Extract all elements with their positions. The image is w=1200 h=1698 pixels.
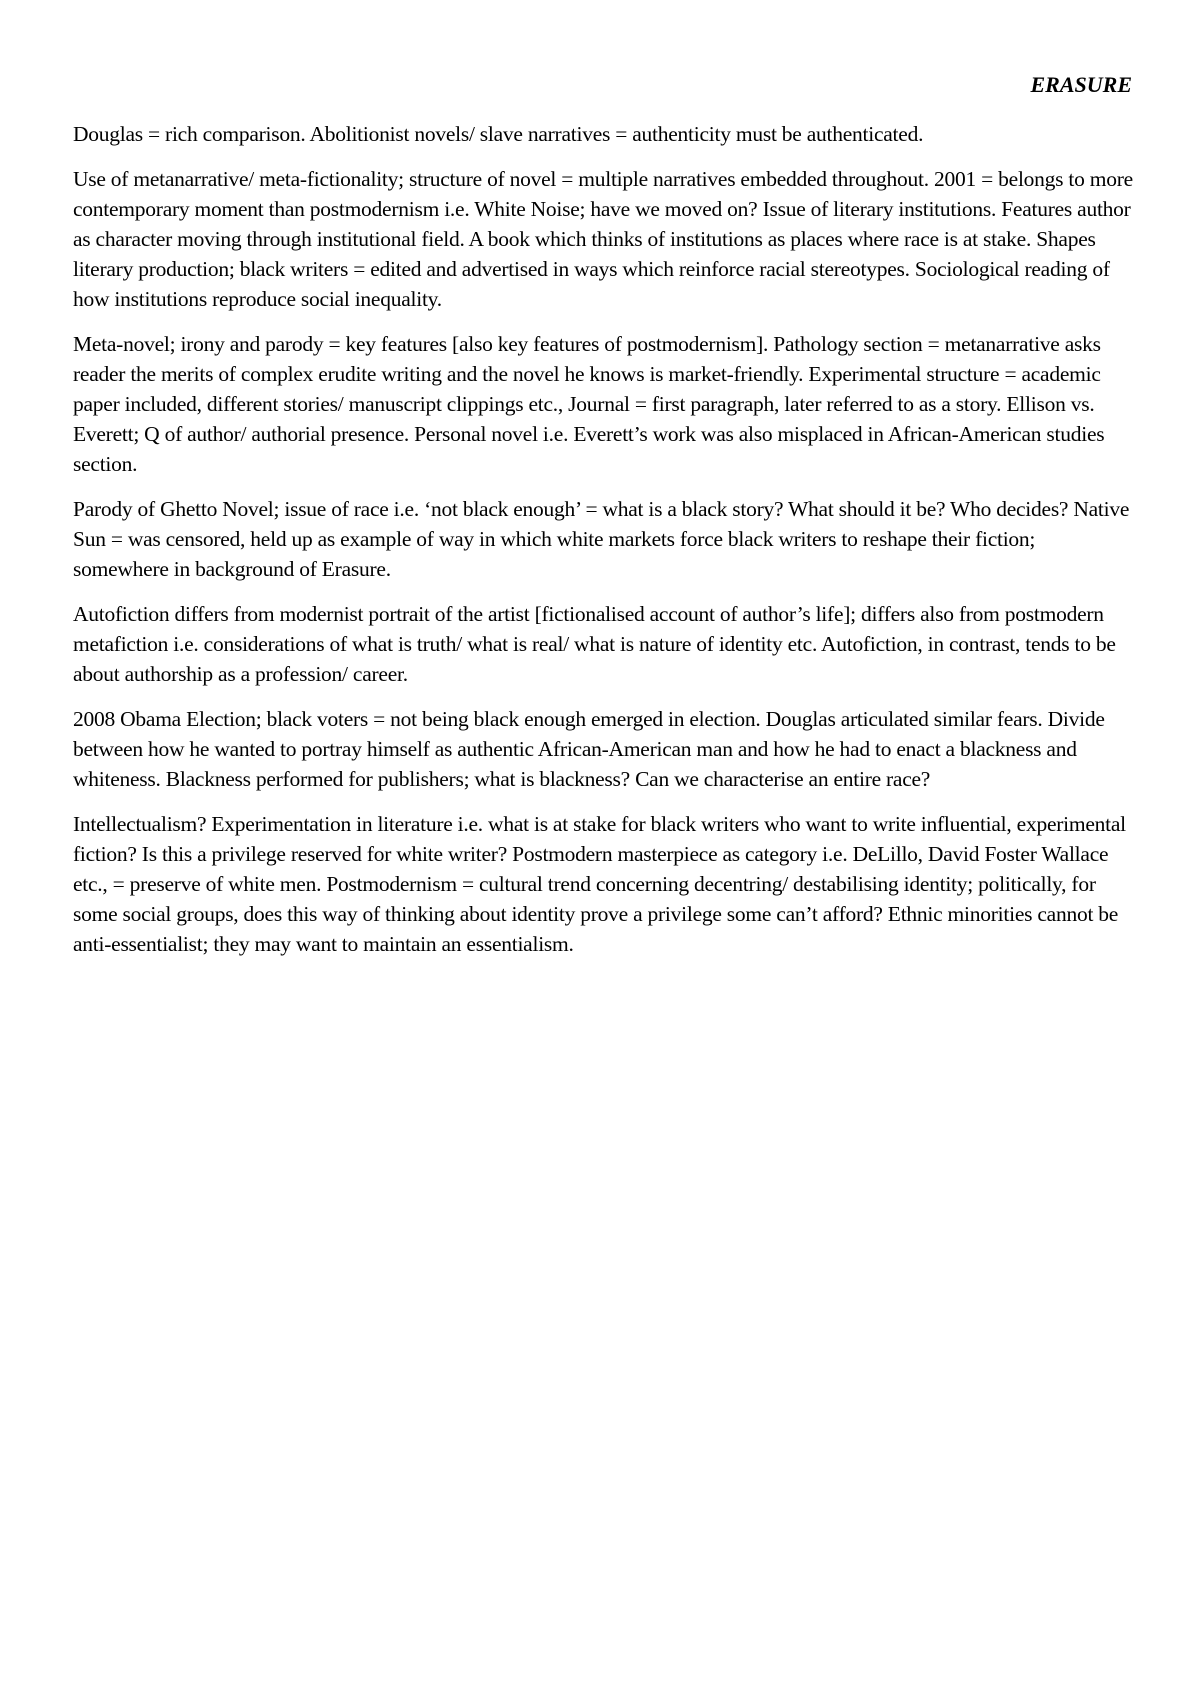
document-body [73, 119, 1133, 974]
paragraph-metanarrative: Use of metanarrative/ meta-fictionality; structure of novel = multiple narratives embedded throughout. 2001 = belongs to more contemporary moment than postmodernism i.e. White Noise; have we moved on? Issue of literary institutions. Features author as character moving through institutional field. A book which thinks of institutions as places where race is at stake. Shapes literary production; black writers = edited and advertised in ways which reinforce racial stereotypes. Sociological reading of how institutions reproduce social inequality. [73, 167, 1133, 311]
paragraph-intellectualism: Intellectualism? Experimentation in literature i.e. what is at stake for black writers who want to write influential, experimental fiction? Is this a privilege reserved for white writer? Postmodern masterpiece as category i.e. DeLillo, David Foster Wallace etc., = preserve of white men. Postmodernism = cultural trend concerning decentring/ destabilising identity; politically, for some social groups, does this way of thinking about identity prove a privilege some can’t afford? Ethnic minorities cannot be anti-essentialist; they may want to maintain an essentialism. [73, 812, 1126, 956]
paragraph-autofiction: Autofiction differs from modernist portrait of the artist [fictionalised account of author’s life]; differs also from postmodern metafiction i.e. considerations of what is truth/ what is real/ what is nature of identity etc. Autofiction, in contrast, tends to be about authorship as a profession/ career. [73, 602, 1116, 686]
paragraph-obama-election: 2008 Obama Election; black voters = not being black enough emerged in election. Douglas articulated similar fears. Divide between how he wanted to portray himself as authentic African-American man and how he had to enact a blackness and whiteness. Blackness performed for publishers; what is blackness? Can we characterise an entire race? [73, 707, 1105, 791]
paragraph-meta-novel: Meta-novel; irony and parody = key features [also key features of postmodernism]. Pathology section = metanarrative asks reader the merits of complex erudite writing and the novel he knows is market-friendly. Experimental structure = academic paper included, different stories/ manuscript clippings etc., Journal = first paragraph, later referred to as a story. Ellison vs. Everett; Q of author/ authorial presence. Personal novel i.e. Everett’s work was also misplaced in African-American studies section. [73, 332, 1105, 476]
document-title: ERASURE [1030, 72, 1132, 97]
paragraph-ghetto-novel-parody: Parody of Ghetto Novel; issue of race i.e. ‘not black enough’ = what is a black story? What should it be? Who decides? Native Sun = was censored, held up as example of way in which white markets force black writers to reshape their fiction; somewhere in background of Erasure. [73, 497, 1130, 581]
paragraph-douglas-comparison: Douglas = rich comparison. Abolitionist novels/ slave narratives = authenticity must be authenticated. [73, 122, 924, 146]
